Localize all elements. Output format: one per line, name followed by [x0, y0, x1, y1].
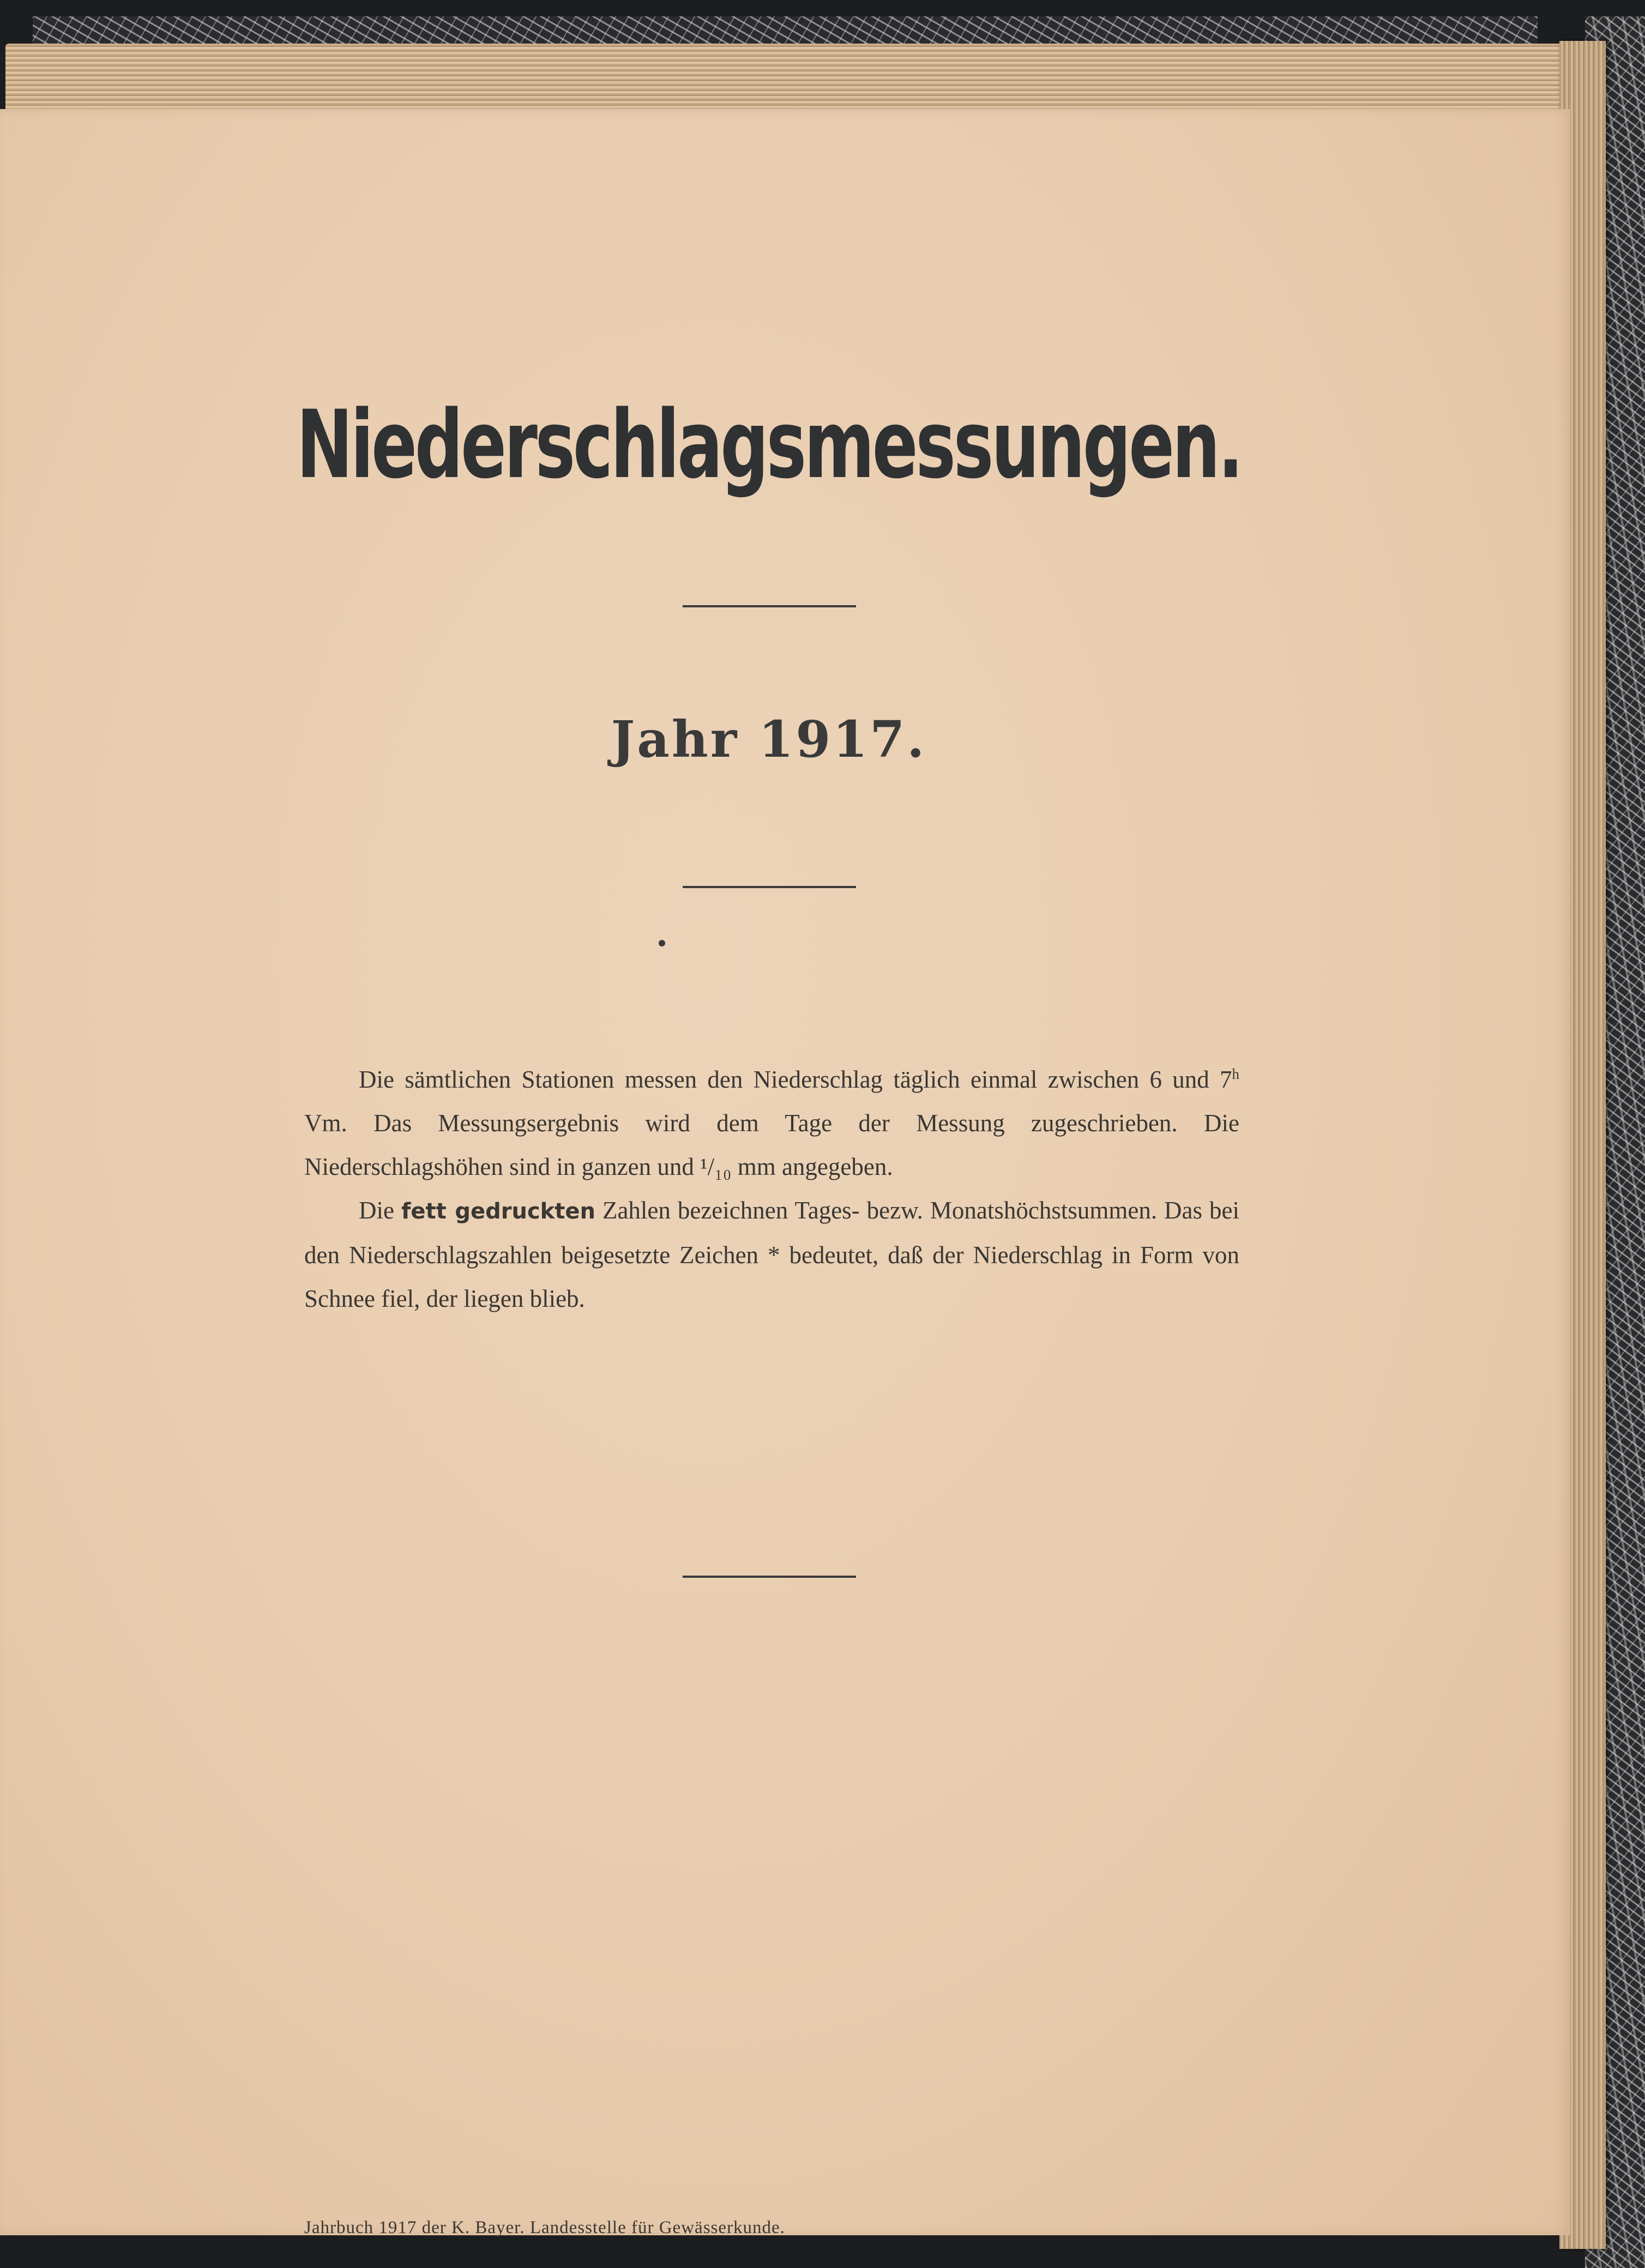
paragraph-rest: Zahlen bezeichnen Tages- bezw. Monatshöchstsummen. Das bei den Niederschlagszahlen beigesetzte Zeichen * bedeutet, daß der Niederschlag in Form von Schnee fiel, der liegen blieb.	[304, 1197, 1239, 1312]
fraction: ¹/₁₀	[700, 1153, 732, 1180]
page-title: Niederschlagsmessungen.	[296, 390, 1242, 499]
paragraph-line: Die Niederschlagshöhen sind in ganzen und	[304, 1109, 1239, 1180]
marbled-cover-board-top	[33, 16, 1538, 46]
paragraph-line: mm angegeben.	[731, 1153, 893, 1180]
year-heading: Jahr 1917.	[611, 710, 927, 769]
explanatory-text	[304, 1058, 1239, 1320]
stacked-page-edges-top	[5, 44, 1603, 114]
paragraph-line: Vm. Das Messungsergebnis wird dem Tage der Messung zugeschrieben.	[304, 1109, 1178, 1137]
paragraph-notation	[304, 1189, 1239, 1320]
paragraph-lead: Die	[359, 1197, 401, 1224]
decorative-dot	[659, 940, 665, 946]
paragraph-line: 6 und 7	[1149, 1066, 1232, 1093]
divider-rule	[683, 1576, 856, 1578]
page-footer: Jahrbuch 1917 der K. Bayer. Landesstelle für Gewässerkunde.	[304, 2218, 785, 2237]
hour-superscript: h	[1232, 1066, 1239, 1082]
divider-rule	[683, 886, 856, 888]
paragraph-line: Die sämtlichen Stationen messen den Niederschlag täglich einmal zwischen	[359, 1066, 1140, 1093]
bold-term: fett gedruckten	[401, 1199, 595, 1224]
divider-rule	[683, 605, 856, 607]
paragraph-measurement	[304, 1058, 1239, 1189]
book-page	[0, 109, 1570, 2235]
